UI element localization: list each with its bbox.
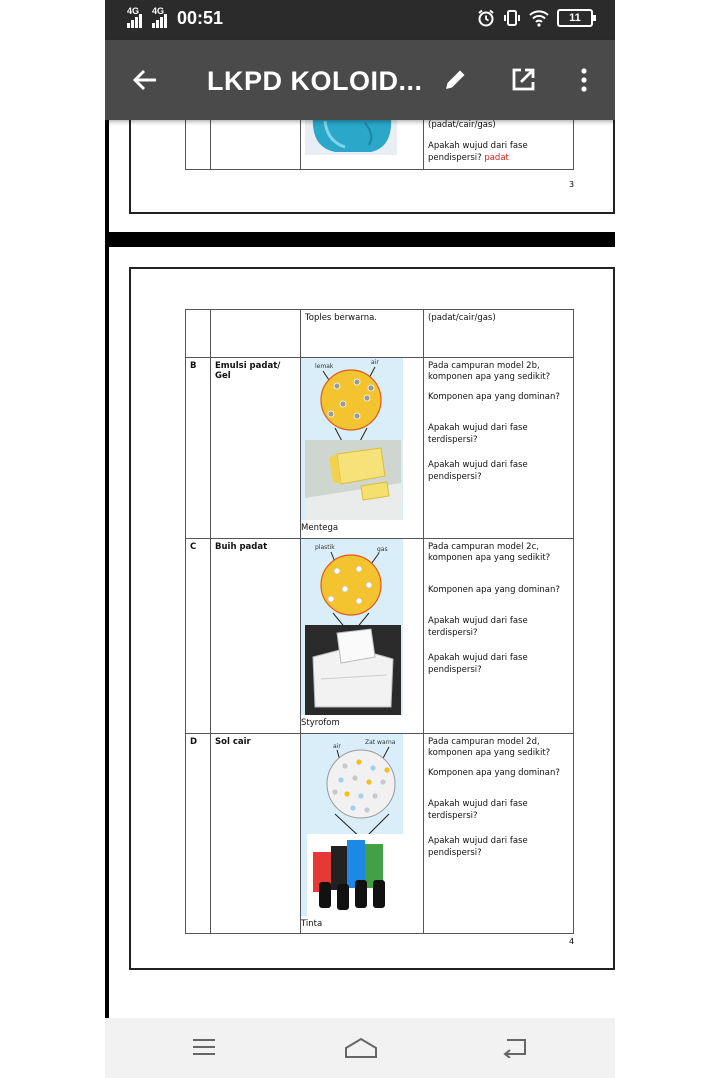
back-button[interactable]	[127, 62, 163, 98]
table-row	[186, 734, 574, 934]
more-vert-icon	[579, 67, 589, 93]
back-nav-button[interactable]	[501, 1036, 529, 1062]
menu-icon	[191, 1036, 217, 1058]
phone-screen	[105, 0, 615, 1078]
battery-icon: 11	[557, 9, 593, 27]
page-number-4: 4	[569, 937, 575, 946]
row-question: (padat/cair/gas)	[424, 310, 574, 358]
question-dispersing-phase: Apakah wujud dari fase pendispersi?	[428, 653, 528, 675]
return-icon	[501, 1036, 529, 1058]
menu-button[interactable]	[191, 1036, 217, 1062]
vibrate-icon	[503, 9, 521, 27]
ink-model-image	[301, 734, 424, 930]
edit-button[interactable]	[437, 62, 473, 98]
open-external-button[interactable]	[505, 62, 541, 98]
question-dispersed-phase: Apakah wujud dari fase terdispersi?	[428, 616, 528, 638]
butter-model-image	[301, 358, 424, 535]
app-bar	[105, 40, 615, 120]
document-viewer[interactable]	[105, 120, 615, 1018]
label-lemak: lemak	[315, 363, 334, 370]
label-zat-warna: Zat warna	[365, 739, 396, 746]
label-gas: gas	[377, 546, 388, 553]
question-dominant-component: Komponen apa yang dominan?	[428, 584, 560, 595]
page3-answer: padat	[484, 152, 509, 163]
row-type: Sol cair	[211, 734, 301, 934]
image-caption-mentega: Mentega	[301, 523, 339, 533]
page3-table	[185, 120, 574, 170]
home-button[interactable]	[343, 1036, 379, 1064]
styrofoam-model-image	[301, 539, 424, 730]
page-number-3: 3	[569, 180, 575, 189]
page-3	[109, 120, 615, 232]
more-options-button[interactable]	[566, 62, 602, 98]
label-plastik: plastik	[315, 544, 335, 551]
system-nav-bar	[105, 1018, 615, 1078]
question-dominant-component: Komponen apa yang dominan?	[428, 767, 560, 778]
row-letter: C	[186, 539, 211, 734]
image-caption-styrofom: Styrofom	[301, 718, 340, 728]
row-letter: B	[186, 358, 211, 539]
image-caption-tinta: Tinta	[301, 919, 323, 929]
jar-image	[305, 120, 419, 155]
table-row	[186, 539, 574, 734]
question-dispersing-phase: Apakah wujud dari fase pendispersi?	[428, 836, 528, 858]
question-minor-component: Pada campuran model 2d, komponen apa yang sedikit?	[428, 737, 551, 759]
page-5	[109, 1004, 615, 1018]
home-icon	[343, 1036, 379, 1060]
page3-question-state: (padat/cair/gas)	[428, 120, 496, 130]
table-row	[186, 358, 574, 539]
question-dispersed-phase: Apakah wujud dari fase terdispersi?	[428, 799, 528, 821]
question-minor-component: Pada campuran model 2c, komponen apa yang sedikit?	[428, 542, 551, 564]
label-air: air	[371, 359, 379, 366]
page3-question-solvent: Apakah wujud dari fase pendispersi?	[428, 141, 528, 163]
status-bar	[105, 0, 615, 40]
document-title: LKPD KOLOID...	[207, 66, 423, 96]
question-minor-component: Pada campuran model 2b, komponen apa yang sedikit?	[428, 361, 551, 383]
open-in-new-icon	[510, 67, 536, 93]
back-arrow-icon	[132, 67, 158, 93]
clock: 00:51	[177, 8, 224, 28]
pencil-icon	[442, 67, 468, 93]
label-air: air	[333, 743, 341, 750]
table-row	[186, 310, 574, 358]
question-dispersed-phase: Apakah wujud dari fase terdispersi?	[428, 423, 528, 445]
page4-table	[185, 309, 574, 934]
row-letter: D	[186, 734, 211, 934]
page-4	[109, 247, 615, 1004]
question-dominant-component: Komponen apa yang dominan?	[428, 391, 560, 402]
row-type: Buih padat	[211, 539, 301, 734]
row-type: Emulsi padat/ Gel	[211, 358, 301, 539]
wifi-icon	[529, 9, 549, 27]
signal-icon-sim1: 4G	[127, 10, 142, 28]
signal-icon-sim2: 4G	[152, 10, 167, 28]
question-dispersing-phase: Apakah wujud dari fase pendispersi?	[428, 460, 528, 482]
alarm-icon	[477, 9, 495, 27]
row-caption: Toples berwarna.	[301, 310, 424, 358]
